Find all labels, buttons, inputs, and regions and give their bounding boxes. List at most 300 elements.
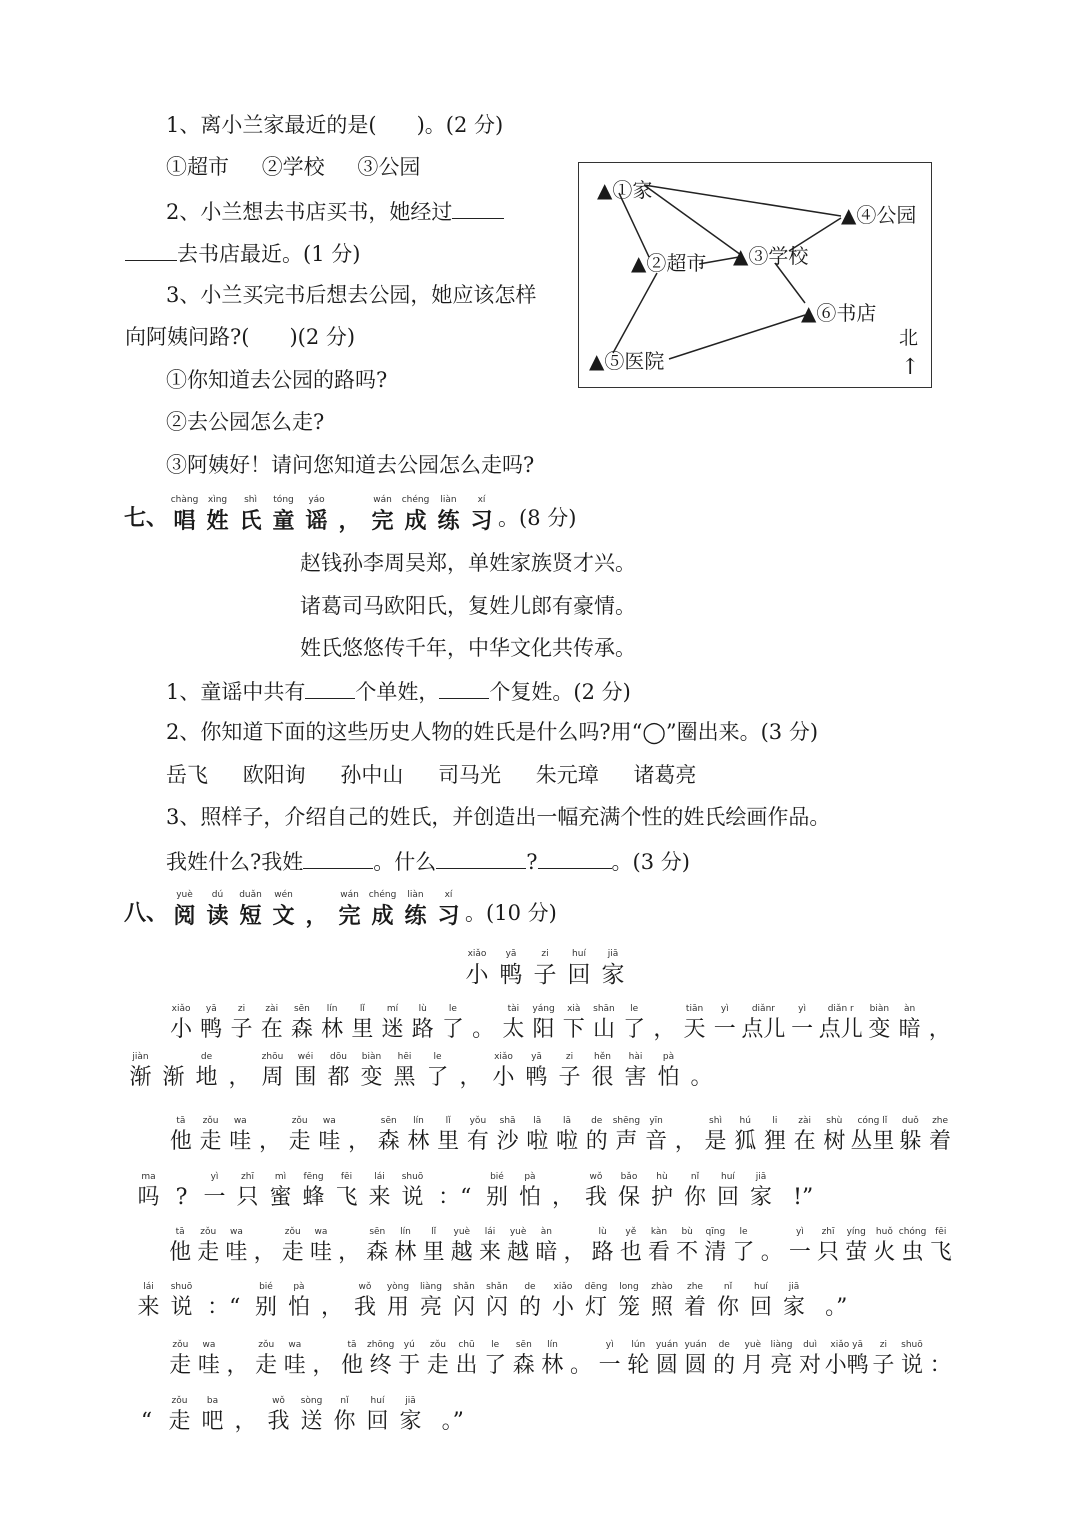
q6-1-options [166,157,420,178]
hanzi: 圆 [684,1353,707,1378]
pinyin: hú [739,1116,751,1126]
hanzi: 的 [585,1129,608,1154]
map-label-home: ▲①家 [597,178,653,202]
pinyin-char [256,1053,289,1089]
pinyin: lín [547,1340,558,1350]
hanzi: 保 [617,1185,640,1210]
pinyin-char [898,1341,927,1377]
pinyin-char [896,1117,926,1153]
fill-blank[interactable] [439,680,489,699]
pinyin-char [255,1117,285,1153]
pinyin: zhe [932,1116,949,1126]
fill-blank[interactable] [436,850,526,869]
hanzi: 森 [366,1240,389,1265]
pinyin: lún [631,1340,646,1350]
pinyin-char [194,1228,222,1264]
hanzi: ， [674,1129,697,1154]
pinyin: de [524,1282,536,1292]
hanzi: 越 [450,1240,473,1265]
hanzi: 狐 [734,1129,757,1154]
q6-2-line2 [125,242,360,265]
map-label-hospital: ▲⑤医院 [589,349,665,373]
pinyin: ma [141,1172,156,1182]
hanzi: 沙 [496,1129,519,1154]
hanzi: ， [312,1353,335,1378]
pinyin: fēi [935,1227,947,1237]
pinyin: nǐ [690,1172,700,1182]
hanzi: 林 [321,1017,344,1042]
pinyin: yuè [176,890,193,900]
hanzi: 很 [591,1065,614,1090]
hanzi: 树 [823,1129,846,1154]
section-7-prefix: 七、 [124,505,169,531]
pinyin: huǒ [875,1227,893,1237]
hanzi: 他 [169,1240,192,1265]
q7-3: 3、照样子，介绍自己的姓氏，并创造出一幅充满个性的姓氏绘画作品。 [166,805,831,829]
pinyin [222,1283,225,1292]
hanzi: 哇 [283,1353,306,1378]
hanzi: 狸 [763,1129,786,1154]
pinyin [469,1053,472,1062]
section-8-title [168,891,465,927]
name-1[interactable]: 岳飞 [166,763,208,787]
hanzi: 完 [338,903,361,929]
pinyin-char [307,1228,335,1264]
pinyin-char [842,1228,870,1264]
hanzi: 音 [645,1129,668,1154]
pinyin-char [925,1117,955,1153]
pinyin-char [617,1228,645,1264]
pinyin: long [619,1282,639,1292]
pinyin-char [432,496,465,532]
hanzi: 吗 [137,1185,160,1210]
pinyin-char [513,1283,546,1319]
pinyin-char [399,891,432,927]
pinyin: le [739,1227,748,1237]
q6-3-text: 3、小兰买完书后想去公园，她应该怎样 [166,283,537,307]
hanzi: 哇 [197,1353,220,1378]
pinyin: lǐ [445,1116,451,1126]
hanzi: 了 [484,1353,507,1378]
hanzi: 了 [732,1240,755,1265]
pinyin: lái [143,1282,154,1292]
pinyin: zhī [241,1172,254,1182]
pinyin: sēn [369,1227,386,1237]
pinyin-char [322,1053,355,1089]
hanzi: 火 [873,1240,896,1265]
pinyin: shǎn [453,1282,475,1292]
story-line [130,1397,478,1433]
section-8-score: 。(10 分) [465,901,557,925]
pinyin-char [355,1053,388,1089]
route-home-park [644,185,841,216]
pinyin: fēng [303,1172,324,1182]
pinyin-char [786,1228,814,1264]
pinyin-char [168,496,201,532]
pinyin-char [701,1117,731,1153]
hanzi: 只 [236,1185,259,1210]
pinyin: huí [754,1282,768,1292]
pinyin-char [740,1005,787,1041]
pinyin-char [448,1228,476,1264]
pinyin: sēn [380,1116,397,1126]
hanzi: 渐 [129,1065,152,1090]
pinyin: àn [903,1004,916,1014]
hanzi: 丛里 [850,1129,895,1154]
pinyin-char [366,891,399,927]
pinyin: zi [879,1340,887,1350]
pinyin-char [595,1341,624,1377]
pinyin-char [391,1228,419,1264]
option-3: ③公园 [357,155,421,179]
pinyin-char [300,496,333,532]
hanzi: 清 [704,1240,727,1265]
pinyin: bù [681,1227,693,1237]
pinyin-char [251,1228,279,1264]
name-3[interactable]: 孙中山 [340,763,404,787]
pinyin-char [589,1005,619,1041]
pinyin [244,1397,247,1406]
hanzi: 送 [300,1409,323,1434]
pinyin: jiàn [132,1052,149,1062]
q7-2: 2、你知道下面的这些历史人物的姓氏是什么吗?用“◯”圈出来。(3 分) [166,720,819,744]
pinyin: wa [202,1340,216,1350]
route-hospital-bookstore [669,315,805,359]
pinyin: lín [326,1004,338,1014]
pinyin: jiā [405,1396,416,1406]
pinyin [236,1341,239,1350]
hanzi: 变 [360,1065,383,1090]
hanzi: 回 [567,962,591,988]
hanzi: 在 [793,1129,816,1154]
hanzi: 天 [683,1017,706,1042]
q7-3-c: ? [526,850,538,874]
q7-3-b: 。什么 [373,850,437,874]
hanzi: 读 [206,903,229,929]
fill-blank[interactable] [452,200,504,219]
pinyin-char [374,1117,404,1153]
hanzi: ：“ [438,1185,472,1210]
pinyin-char [454,1053,487,1089]
pinyin-char [399,496,432,532]
pinyin: tā [176,1116,186,1126]
q6-3-opt3: ③阿姨好！请问您知道去公园怎么走吗? [166,453,535,477]
pinyin: wa [229,1227,243,1237]
pinyin-char [338,1341,367,1377]
pinyin: pà [293,1282,305,1292]
hanzi: 鸭 [499,962,523,988]
pinyin: le [491,1340,500,1350]
pinyin: xiǎo [467,949,487,959]
pinyin: bǎo [620,1172,638,1182]
pinyin-char [267,891,300,927]
hanzi: !” [793,1185,814,1210]
pinyin: zhe [686,1282,703,1292]
hanzi: 用 [386,1295,409,1320]
hanzi: 不 [676,1240,699,1265]
north-arrow-icon: ↑ [901,355,920,380]
pinyin-char [645,1283,678,1319]
pinyin: zǒu [200,1227,217,1237]
hanzi: ， [234,1409,257,1434]
q6-1-text: 1、离小兰家最近的是( [166,113,377,137]
pinyin-char [504,1228,532,1264]
pinyin-char [513,1173,546,1209]
hanzi: 走 [426,1353,449,1378]
pinyin-char [487,1053,520,1089]
hanzi: 护 [650,1185,673,1210]
pinyin-char [427,1397,478,1433]
pinyin-char [432,891,465,927]
pinyin-char [196,1117,226,1153]
pinyin-char [267,496,300,532]
pinyin-char [528,1005,558,1041]
hanzi: 小 [465,962,489,988]
hanzi: 林 [407,1129,430,1154]
pinyin [180,1173,183,1182]
name-6[interactable]: 诸葛亮 [633,763,697,787]
pinyin: de [718,1340,730,1350]
pinyin: hài [628,1052,643,1062]
hanzi: 周 [261,1065,284,1090]
hanzi: 亮 [419,1295,442,1320]
map-label-supermarket: ▲②超市 [631,251,707,275]
hanzi: 吧 [201,1409,224,1434]
hanzi: 我 [584,1185,607,1210]
pinyin: wǒ [358,1282,372,1292]
pinyin: hěn [594,1052,611,1062]
hanzi: 。 [472,1017,495,1042]
map-label-park: ▲④公园 [841,203,917,227]
pinyin-char [166,1341,195,1377]
pinyin: yā [505,949,517,959]
pinyin-char [363,1228,391,1264]
q7-1-b: 个单姓， [355,680,440,704]
pinyin-char [586,1053,619,1089]
pinyin-char [476,1228,504,1264]
hanzi: 小鸭 [824,1353,869,1378]
hanzi: 走 [169,1353,192,1378]
hanzi: ， [551,1185,574,1210]
q6-1 [166,115,503,136]
hanzi: 唱 [173,508,196,534]
pinyin-char [408,1005,438,1041]
hanzi: 着 [929,1129,952,1154]
hanzi: 也 [619,1240,642,1265]
hanzi: 完 [371,508,394,534]
pinyin-char [196,1397,229,1433]
section-7-header [124,496,576,532]
hanzi: 练 [437,508,460,534]
hanzi: 短 [239,903,262,929]
hanzi: 圆 [655,1353,678,1378]
pinyin [348,1228,351,1237]
hanzi: 黑 [393,1065,416,1090]
pinyin [348,496,351,505]
hanzi: 谣 [305,508,328,534]
hanzi: ， [348,1129,371,1154]
hanzi: 你 [716,1295,739,1320]
hanzi: 回 [366,1409,389,1434]
hanzi: 。 [690,1065,713,1090]
pinyin: bié [490,1172,504,1182]
pinyin-char [438,1005,468,1041]
hanzi: 飞 [335,1185,358,1210]
pinyin-char [711,1283,744,1319]
hanzi: 轮 [627,1353,650,1378]
route-school-bookstore [775,263,805,303]
q6-3-text2: 向阿姨问路?( [125,325,250,349]
pinyin-char [894,1005,924,1041]
hanzi: 围 [294,1065,317,1090]
pinyin-char [279,1228,307,1264]
name-2[interactable]: 欧阳询 [242,763,306,787]
hanzi: 山 [592,1017,615,1042]
hanzi: ， [228,1065,251,1090]
hanzi: 越 [507,1240,530,1265]
pinyin: zi [541,949,549,959]
pinyin: liàng [420,1282,442,1292]
pinyin: chóng [898,1227,927,1237]
pinyin: chū [458,1340,475,1350]
story-line [166,1341,955,1377]
pinyin: le [433,1052,442,1062]
pinyin: zhōu [261,1052,284,1062]
hanzi: 说 [170,1295,193,1320]
pinyin: diǎnr [751,1004,775,1014]
pinyin: de [591,1116,603,1126]
pinyin-char [532,1228,560,1264]
pinyin-char [468,1005,498,1041]
pinyin: zi [237,1004,246,1014]
pinyin: tài [507,1004,520,1014]
pinyin-char [864,1005,894,1041]
pinyin: cóng lǐ [857,1116,888,1126]
pinyin-char [790,1117,820,1153]
pinyin: kàn [650,1227,668,1237]
pinyin-char [528,950,562,987]
pinyin-char [645,1228,673,1264]
hanzi: 。” [825,1295,848,1320]
name-4[interactable]: 司马光 [438,763,502,787]
pinyin: jiā [788,1282,800,1292]
pinyin-char [223,1053,256,1089]
fill-blank[interactable] [305,680,355,699]
pinyin-char [264,1173,297,1209]
pinyin: xí [444,890,453,900]
pinyin: le [630,1004,639,1014]
fill-blank[interactable] [538,850,612,869]
hanzi: 蜜 [269,1185,292,1210]
pinyin [770,1228,773,1237]
pinyin-char [447,1283,480,1319]
section-7-score: 。(8 分) [498,506,577,530]
hanzi: 太 [502,1017,525,1042]
pinyin: zǒu [284,1227,301,1237]
pinyin: xiǎo yā [830,1340,863,1350]
pinyin: tā [175,1227,185,1237]
pinyin-char [157,1053,190,1089]
name-5[interactable]: 朱元璋 [535,763,599,787]
pinyin-char [589,1228,617,1264]
hanzi: 飞 [929,1240,952,1265]
pinyin: xiǎo [171,1004,191,1014]
hanzi: 在 [260,1017,283,1042]
pinyin-char [498,1005,528,1041]
hanzi: 暗 [535,1240,558,1265]
hanzi: ：“ [207,1295,241,1320]
story-line [166,1228,955,1264]
pinyin: shuō [901,1340,923,1350]
hanzi: 鸭 [200,1017,223,1042]
hanzi: 地 [195,1065,218,1090]
q7-3-a: 我姓什么?我姓 [166,850,304,874]
pinyin-char [522,1117,552,1153]
pinyin: liàn [407,890,424,900]
hanzi: 文 [272,903,295,929]
pinyin [938,1005,941,1014]
pinyin-char [333,891,366,927]
hanzi: 于 [398,1353,421,1378]
hanzi: 练 [404,903,427,929]
pinyin-char [652,1053,685,1089]
hanzi: 哇 [318,1129,341,1154]
hanzi: 出 [455,1353,478,1378]
hanzi: 走 [281,1240,304,1265]
pinyin-char [927,1228,955,1264]
hanzi: 来 [368,1185,391,1210]
hanzi: 哇 [225,1240,248,1265]
pinyin-char [520,1053,553,1089]
pinyin-char [309,1341,338,1377]
pinyin-char [262,1397,295,1433]
pinyin: yáo [308,495,325,505]
pinyin: huí [370,1396,385,1406]
pinyin: zǒu [291,1116,308,1126]
story-line [132,1173,829,1209]
pinyin-char [460,950,494,987]
pinyin: dēng [584,1282,608,1292]
hanzi: 怕 [287,1295,310,1320]
q6-3-line1 [166,285,536,306]
hanzi: ， [226,1353,249,1378]
pinyin: yuán [655,1340,679,1350]
historical-names [166,765,696,786]
fill-blank[interactable] [125,242,177,261]
rhyme-line-1: 赵钱孙李周吴郑，单姓家族贤才兴。 [300,551,636,575]
hanzi: 子 [533,962,557,988]
north-label: 北 [899,327,919,349]
pinyin-char [223,1341,252,1377]
hanzi: 习 [437,903,460,929]
hanzi: 鸭 [525,1065,548,1090]
fill-blank[interactable] [303,850,373,869]
hanzi: 亮 [770,1353,793,1378]
pinyin-char [132,1173,165,1209]
pinyin-char [777,1283,810,1319]
hanzi: 一 [788,1240,811,1265]
hanzi: 蜂 [302,1185,325,1210]
pinyin-char [168,891,201,927]
hanzi: 闪 [485,1295,508,1320]
pinyin-char [234,891,267,927]
hanzi: 路 [411,1017,434,1042]
hanzi: 里 [422,1240,445,1265]
pinyin: liàn [440,495,457,505]
pinyin-char [285,1117,315,1153]
hanzi: 走 [168,1409,191,1434]
pinyin: wǒ [589,1172,603,1182]
